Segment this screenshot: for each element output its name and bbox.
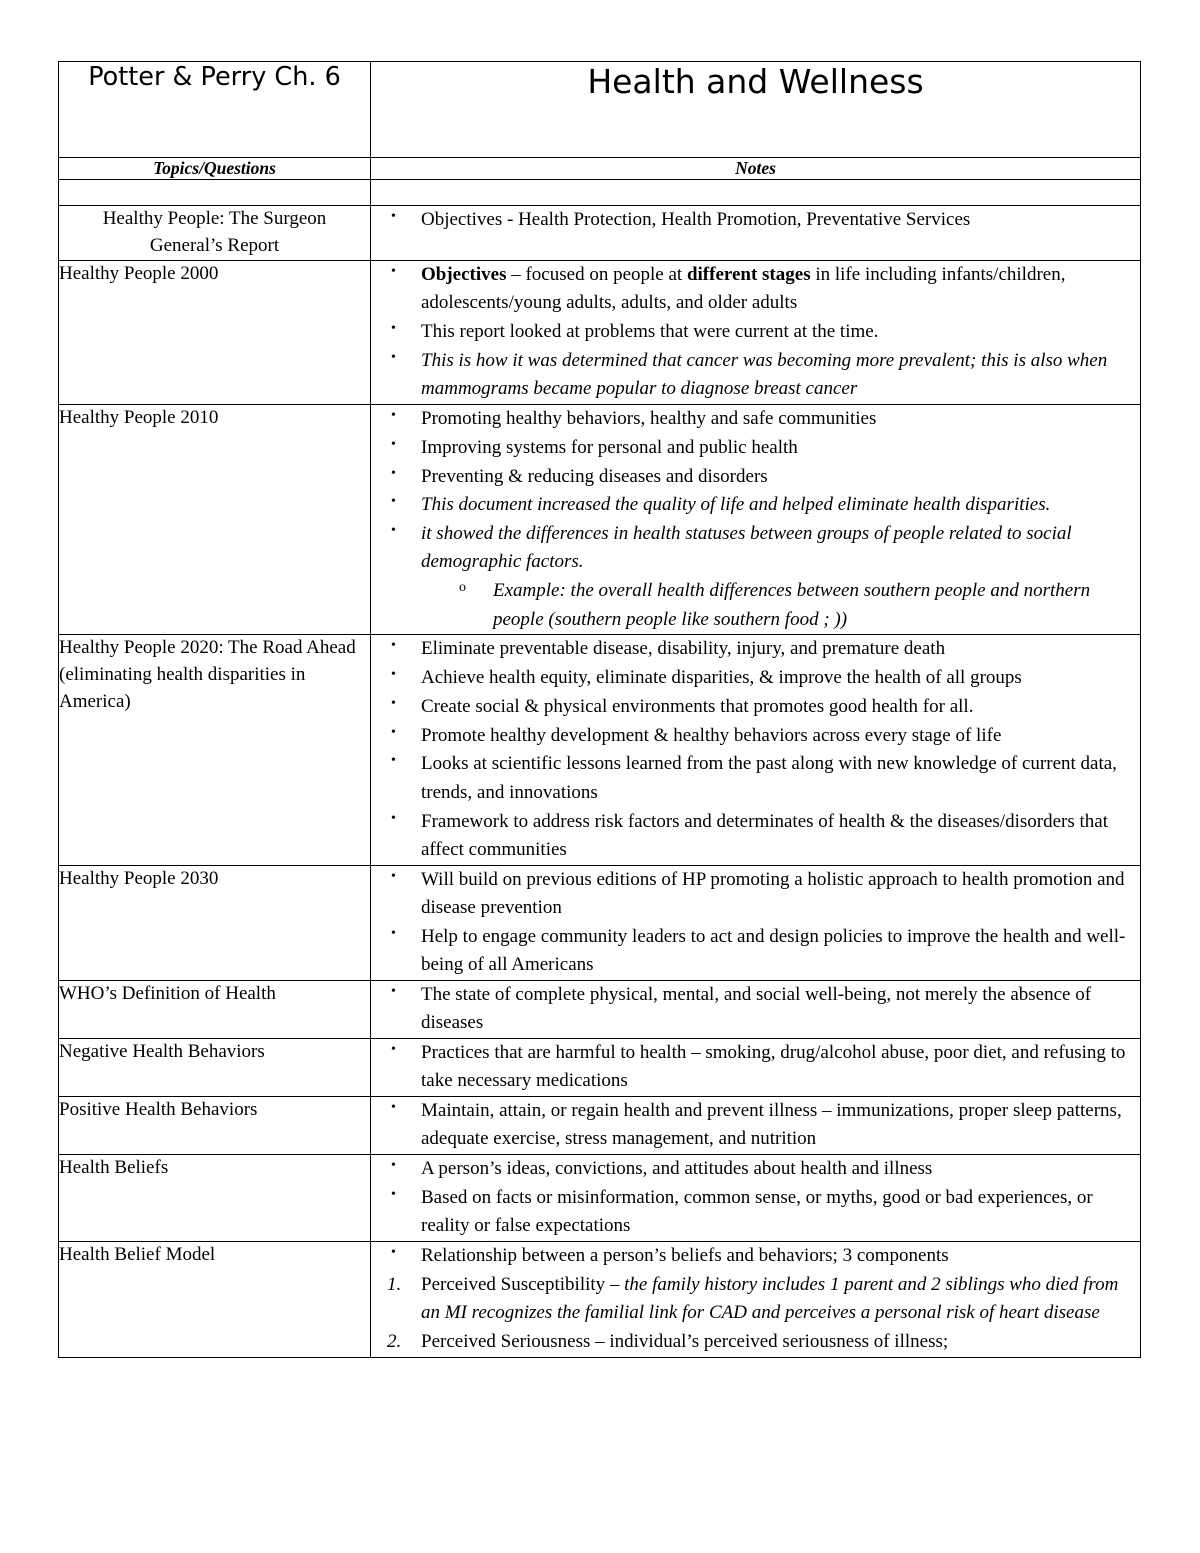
list-item-text: Help to engage community leaders to act and design policies to improve the health and well-being of all Americans xyxy=(421,925,1126,976)
list-item-text: A person’s ideas, convictions, and attitudes about health and illness xyxy=(421,1158,933,1180)
bullet-marker-icon: • xyxy=(391,925,396,941)
topic-cell xyxy=(59,1242,371,1358)
bullet-marker-icon: • xyxy=(391,465,396,481)
topic-cell xyxy=(59,260,371,404)
notes-list xyxy=(371,206,1140,234)
topic-label: Negative Health Behaviors xyxy=(59,1040,265,1062)
bullet-marker-icon: • xyxy=(391,1100,396,1116)
notes-list xyxy=(371,261,1140,403)
table-body xyxy=(59,62,1141,1358)
list-item-text: Perceived Seriousness – individual’s perceived seriousness of illness; xyxy=(421,1330,949,1352)
table-row xyxy=(59,1097,1141,1155)
topic-cell xyxy=(59,865,371,980)
topic-cell xyxy=(59,635,371,865)
document-title-cell xyxy=(371,62,1141,158)
bullet-marker-icon: • xyxy=(391,695,396,711)
list-item xyxy=(371,750,1140,807)
list-item-text: Promoting healthy behaviors, healthy and safe communities xyxy=(421,407,877,429)
list-item-text: The state of complete physical, mental, and social well-being, not merely the absence of diseases xyxy=(421,983,1092,1034)
topic-label: Health Belief Model xyxy=(59,1244,216,1266)
list-item-text: Framework to address risk factors and determinates of health & the diseases/disorders that affect communities xyxy=(421,810,1108,860)
topic-cell xyxy=(59,980,371,1038)
bullet-marker-icon: • xyxy=(391,1186,396,1202)
list-item xyxy=(371,1097,1140,1154)
list-item xyxy=(371,923,1140,980)
bullet-marker-icon: • xyxy=(391,724,396,740)
list-item-text: Practices that are harmful to health – smoking, drug/alcohol abuse, poor diet, and refusing to take necessary medications xyxy=(421,1041,1126,1092)
list-item-text: Perceived Susceptibility – the family history includes 1 parent and 2 siblings who died from an MI recognizes the familial link for CAD and perceives a personal risk of heart disease xyxy=(421,1273,1119,1324)
list-item-text: Based on facts or misinformation, common sense, or myths, good or bad experiences, or reality or false expectations xyxy=(421,1186,1093,1237)
bullet-marker-icon: • xyxy=(391,349,396,365)
list-item xyxy=(371,347,1140,404)
notes-list xyxy=(371,405,1140,634)
list-item xyxy=(371,722,1140,750)
notes-cell xyxy=(371,980,1141,1038)
list-item xyxy=(371,577,1140,634)
topic-label: Health Beliefs xyxy=(59,1157,169,1179)
table-row xyxy=(59,635,1141,865)
notes-column-header: Notes xyxy=(735,158,776,178)
list-item xyxy=(371,981,1140,1038)
list-item-text: Improving systems for personal and public health xyxy=(421,436,798,458)
bullet-marker-icon: • xyxy=(391,810,396,826)
list-item-text: Relationship between a person’s beliefs and behaviors; 3 components xyxy=(421,1245,949,1267)
notes-list xyxy=(371,1242,1140,1356)
list-item xyxy=(371,261,1140,318)
list-item-text: Example: the overall health differences between southern people and northern people (southern people like southern food ; )) xyxy=(493,580,1091,630)
list-item xyxy=(371,1328,1140,1356)
list-item xyxy=(371,520,1140,577)
notes-cell xyxy=(371,260,1141,404)
bullet-marker-icon: • xyxy=(391,667,396,683)
list-item xyxy=(371,808,1140,865)
notes-list xyxy=(371,1097,1140,1154)
notes-cell xyxy=(371,1155,1141,1242)
list-item-text: Will build on previous editions of HP promoting a holistic approach to health promotion and disease prevention xyxy=(421,868,1125,918)
list-item-text: it showed the differences in health statuses between groups of people related to social demographic factors. xyxy=(421,523,1072,573)
notes-list xyxy=(371,981,1140,1038)
list-item-text: Objectives - Health Protection, Health Promotion, Preventative Services xyxy=(421,209,971,230)
list-item-text: Eliminate preventable disease, disability, injury, and premature death xyxy=(421,638,946,660)
topic-label: Healthy People: The Surgeon General’s Report xyxy=(102,208,327,256)
chapter-label: Potter & Perry Ch. 6 xyxy=(88,62,341,92)
topic-label: Healthy People 2030 xyxy=(59,867,219,889)
list-item-text: This report looked at problems that were current at the time. xyxy=(421,321,879,343)
list-item xyxy=(371,405,1140,433)
bullet-marker-icon: • xyxy=(391,494,396,510)
list-item xyxy=(371,866,1140,923)
notes-cell xyxy=(371,1097,1141,1155)
list-item-text: Objectives – focused on people at different stages in life including infants/children, adolescents/young adults, adults, and older adults xyxy=(421,263,1066,314)
table-row xyxy=(59,980,1141,1038)
list-item-text: Create social & physical environments that promotes good health for all. xyxy=(421,695,974,717)
notes-cell xyxy=(371,404,1141,634)
bullet-marker-icon: o xyxy=(459,580,466,596)
bullet-marker-icon: • xyxy=(391,436,396,452)
topic-cell xyxy=(59,1038,371,1096)
list-item xyxy=(371,1271,1140,1328)
page-title: Health and Wellness xyxy=(587,62,924,101)
bullet-marker-icon: • xyxy=(391,1158,396,1174)
list-item xyxy=(371,318,1140,346)
topic-label: Healthy People 2000 xyxy=(59,262,219,284)
list-number-marker: 2. xyxy=(387,1330,402,1352)
list-item-text: Maintain, attain, or regain health and prevent illness – immunizations, proper sleep patterns, adequate exercise, stress management, and nutrition xyxy=(421,1100,1122,1150)
notes-column-header-cell xyxy=(371,158,1141,180)
bullet-marker-icon: • xyxy=(391,638,396,654)
topic-label: Positive Health Behaviors xyxy=(59,1099,258,1121)
list-item xyxy=(371,206,1140,234)
list-item-text: Promote healthy development & healthy behaviors across every stage of life xyxy=(421,724,1002,746)
notes-list xyxy=(371,1155,1140,1240)
list-item xyxy=(371,1242,1140,1270)
bullet-marker-icon: • xyxy=(391,263,396,279)
list-item-text: This is how it was determined that cancer was becoming more prevalent; this is also when mammograms became popular to diagnose breast cancer xyxy=(421,349,1108,400)
bullet-marker-icon: • xyxy=(391,868,396,884)
notes-cell xyxy=(371,635,1141,865)
notes-list xyxy=(371,866,1140,980)
list-number-marker: 1. xyxy=(387,1273,402,1295)
bullet-marker-icon: • xyxy=(391,321,396,337)
notes-list xyxy=(371,1039,1140,1096)
chapter-notes-table xyxy=(58,61,1141,1358)
title-row xyxy=(59,62,1141,158)
bullet-marker-icon: • xyxy=(391,209,396,224)
list-item xyxy=(371,635,1140,663)
table-row xyxy=(59,1038,1141,1096)
list-item xyxy=(371,463,1140,491)
notes-cell xyxy=(371,865,1141,980)
chapter-label-cell xyxy=(59,62,371,158)
topic-label: Healthy People 2020: The Road Ahead (eliminating health disparities in America) xyxy=(59,637,356,713)
list-item xyxy=(371,1155,1140,1183)
list-item xyxy=(371,491,1140,519)
topic-column-header-cell xyxy=(59,158,371,180)
bullet-marker-icon: • xyxy=(391,407,396,423)
table-row xyxy=(59,1155,1141,1242)
topic-label: Healthy People 2010 xyxy=(59,406,219,428)
column-header-row xyxy=(59,158,1141,180)
list-item-text: Achieve health equity, eliminate disparities, & improve the health of all groups xyxy=(421,667,1022,689)
bullet-marker-icon: • xyxy=(391,523,396,539)
list-item xyxy=(371,1184,1140,1241)
bullet-marker-icon: • xyxy=(391,983,396,999)
table-row xyxy=(59,1242,1141,1358)
list-item xyxy=(371,434,1140,462)
notes-list xyxy=(371,635,1140,864)
topic-cell xyxy=(59,1097,371,1155)
notes-cell xyxy=(371,1038,1141,1096)
spacer-cell-notes xyxy=(371,180,1141,206)
list-item-text: Preventing & reducing diseases and disorders xyxy=(421,465,768,487)
bullet-marker-icon: • xyxy=(391,1041,396,1057)
topic-column-header: Topics/Questions xyxy=(153,158,276,178)
list-item xyxy=(371,664,1140,692)
topic-cell xyxy=(59,206,371,261)
notes-cell xyxy=(371,206,1141,261)
bullet-marker-icon: • xyxy=(391,1245,396,1261)
spacer-row xyxy=(59,180,1141,206)
topic-cell xyxy=(59,404,371,634)
notes-cell xyxy=(371,1242,1141,1358)
table-row xyxy=(59,404,1141,634)
spacer-cell-topic xyxy=(59,180,371,206)
table-row xyxy=(59,206,1141,261)
topic-label: WHO’s Definition of Health xyxy=(59,982,276,1004)
list-item-text: This document increased the quality of life and helped eliminate health disparities. xyxy=(421,494,1051,516)
list-item xyxy=(371,693,1140,721)
table-row xyxy=(59,865,1141,980)
table-row xyxy=(59,260,1141,404)
list-item xyxy=(371,1039,1140,1096)
topic-cell xyxy=(59,1155,371,1242)
bullet-marker-icon: • xyxy=(391,753,396,769)
list-item-text: Looks at scientific lessons learned from the past along with new knowledge of current data, trends, and innovations xyxy=(421,753,1117,803)
